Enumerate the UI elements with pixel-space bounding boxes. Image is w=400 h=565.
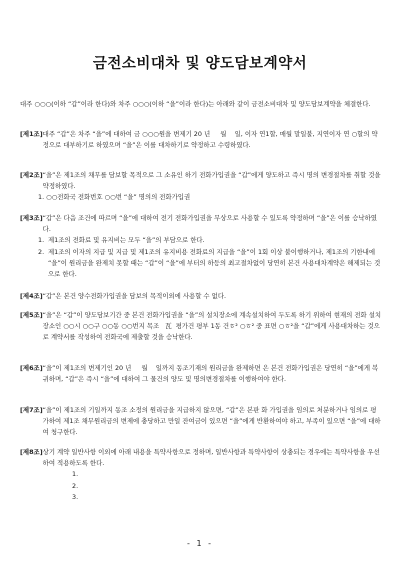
article-6 xyxy=(20,363,382,385)
article-3-item-2-number: 2. xyxy=(38,247,45,256)
article-8-item-1: 1. xyxy=(72,470,79,479)
article-8-item-3: 3. xyxy=(72,492,79,501)
article-7-heading: [제7조] xyxy=(20,406,43,414)
article-2-body: “을”은 제1조의 채무를 담보할 목적으로 그 소유인 하기 전화가입권을 “갑”에게 양도하고 즉시 명의 변경절차를 취할 것을 약정하였다. xyxy=(42,171,383,191)
article-3-body: “갑”은 다음 조건에 따르며 “을”에 대하여 전기 전화가입권을 무상으로 사용할 수 있도록 약정하며 “을”은 이를 승낙하였다. xyxy=(42,214,377,234)
article-3-heading: [제3조] xyxy=(20,214,43,222)
article-5-heading: [제5조] xyxy=(20,311,43,319)
article-7-body: “을”이 제1조의 기일까지 동조 소정의 원리금을 지급하지 않으면, “갑”은 본판 화 가입권을 임의로 처분하거나 임의로 평가하여 제1조 채무원리금의 변제에 충당하고 만일 잔여금이 있으면 “을”에게 반환하여야 하고, 부족이 있으면 “을”에 대하여 청구한다. xyxy=(42,406,381,437)
article-6-body: “을”이 제1조의 변제기인 20 년 월 일까지 동조기재의 원리금을 완제하면 은 본건 전화가입권은 당연히 “을”에게 복귀하며, “갑”은 즉시 “을”에 대하여 그 물건의 양도 및 명의변경절차를 이행하여야 한다. xyxy=(42,364,379,384)
article-3 xyxy=(20,213,382,280)
article-2 xyxy=(20,170,382,204)
article-3-item-1-number: 1. xyxy=(38,236,45,245)
article-3-item-2-text: 제1조의 이자의 지급 및 지급 및 제1조의 유지비용 전화료의 지급을 “을”이 1회 이상 불이행하거나, 제1조의 기한내에 “을”이 원리금을 완제치 못할 때는 “갑”이 “을”에 부터의 하등의 최고절차없이 당연히 본건 사용대차계약은 해제되는 것으로 한다. xyxy=(48,247,381,279)
article-4-body: “갑”은 본건 양수전화가입권을 담보의 목적이외에 사용할 수 없다. xyxy=(42,292,227,300)
article-8 xyxy=(20,447,382,503)
page-number: - 1 - xyxy=(187,539,213,548)
article-1-heading: [제1조] xyxy=(20,130,43,138)
article-8-heading: [제8조] xyxy=(20,448,43,456)
article-8-body: 상기 계약 일반사항 이외에 아래 내용을 특약사항으로 정하며, 일반사항과 특약사항이 상충되는 경우에는 특약사항을 우선하여 적용하도록 한다. xyxy=(42,448,380,468)
article-3-item-1-text: 제1조의 전화료 및 유지비는 모두 “을”의 부담으로 한다. xyxy=(48,236,205,245)
article-5-body: “을”은 “갑”이 양도담보기간 중 본건 전화가입권을 “을”의 설치장소에 계속설치하여 두도록 하기 위하여 현재의 전화 설치장소인 ○○시 ○○구 ○○동 ○○번지 목조 瓦 평가건 평부 1동 건ㅎ² ○ㅎ² 중 표면 ○ㅎ²을 “갑”에게 사용대차하는 것으로 계약서를 작성하여 전화국에 제출할 것을 승낙한다. xyxy=(42,311,382,342)
document-title: 금전소비대차 및 양도담보계약서 xyxy=(92,56,308,72)
article-1 xyxy=(20,129,382,151)
article-4-heading: [제4조] xyxy=(20,292,43,300)
article-3-item-1 xyxy=(20,235,382,246)
article-5 xyxy=(20,310,382,344)
article-1-body: 대주 “갑”은 차주 “을”에 대하여 금 ○○○원을 변제기 20 년 월 일, 이자 연1할, 매월 말일불, 지연이자 연 ○할의 약정으로 대부하기로 하였으며 “을”은 이를 대차하기로 약정하고 수령하였다. xyxy=(42,130,378,150)
article-2-heading: [제2조] xyxy=(20,171,43,179)
article-3-item-2 xyxy=(20,247,382,281)
intro-paragraph: 대주 ○○○(이하 “갑”이라 한다)와 차주 ○○○(이하 “을”이라 한다)는 아래와 같이 금전소비대차 및 양도담보계약을 체결한다. xyxy=(20,100,371,108)
article-2-item-1: 1. ○○전화국 전화번호 ○○번 “을” 명의의 전화가입권 xyxy=(38,193,191,202)
article-4 xyxy=(20,291,382,302)
article-7 xyxy=(20,405,382,439)
article-6-heading: [제6조] xyxy=(20,364,43,372)
article-8-item-2: 2. xyxy=(72,481,79,490)
